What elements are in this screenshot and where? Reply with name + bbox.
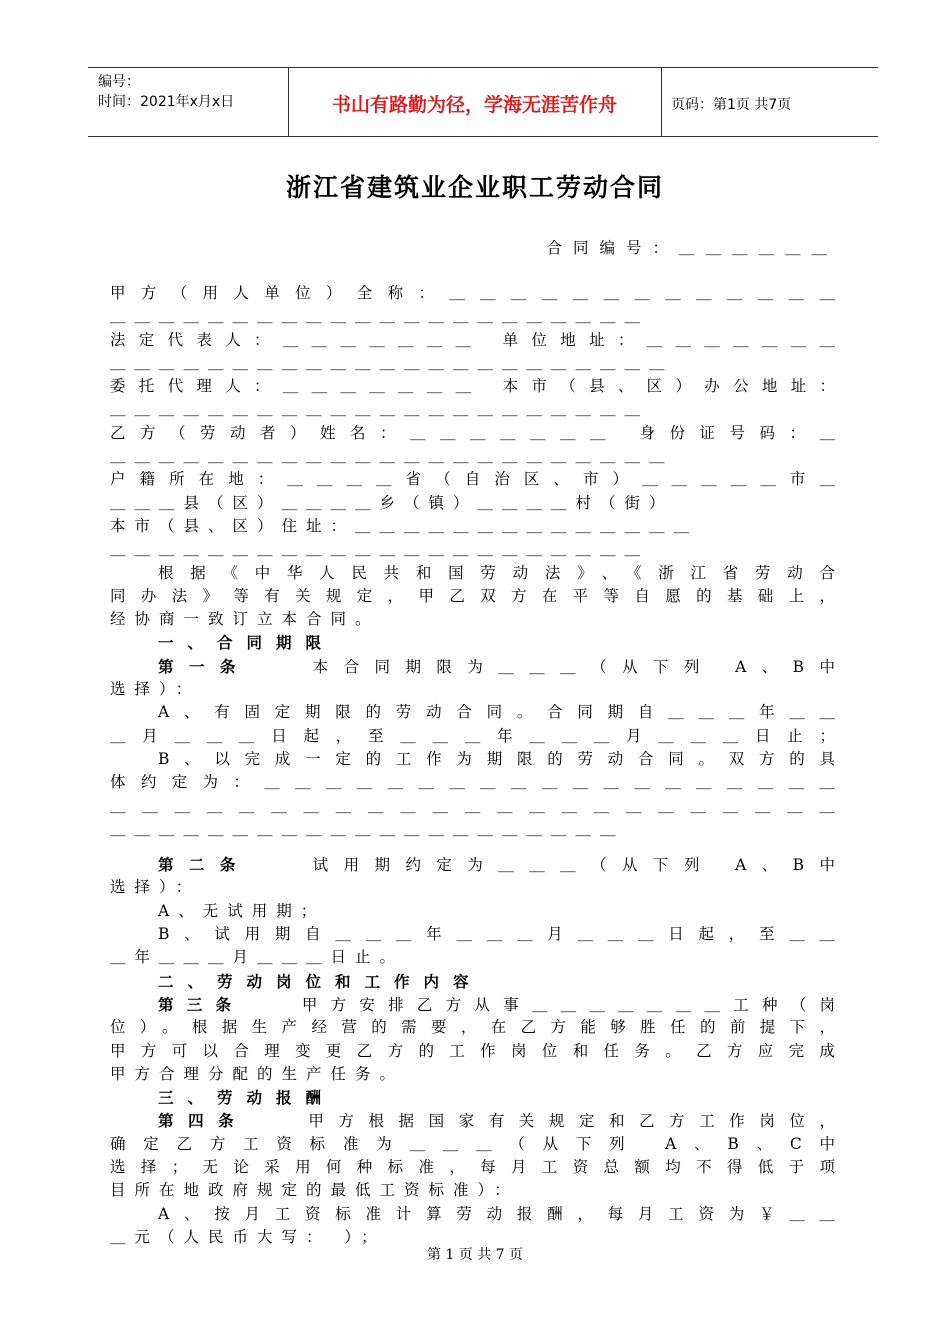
preamble-line: 同办法》等有关规定，甲乙双方在平等自愿的基础上，: [110, 586, 844, 605]
article-1-line: B、以完成一定的工作为期限的劳动合同。双方的具: [158, 749, 844, 768]
party-line: ＿＿＿＿＿＿＿＿＿＿＿＿＿＿＿＿＿＿＿＿＿＿＿: [110, 353, 674, 372]
party-line: 乙方（劳动者）姓名：＿＿＿＿＿＿＿ 身份证号码：＿: [110, 423, 844, 442]
article-3-line: 甲方合理分配的生产任务。: [110, 1064, 405, 1083]
preamble: [110, 562, 844, 632]
article-1-line: A、有固定期限的劳动合同。合同期自＿＿＿年＿＿: [158, 703, 844, 722]
article-4-line: ＿元（人民币大写： ）；: [110, 1227, 386, 1246]
page-footer: 第 1 页 共 7 页: [426, 1247, 524, 1263]
article-4-label: 第四条: [158, 1111, 249, 1131]
party-line: 甲方（用人单位）全称：＿＿＿＿＿＿＿＿＿＿＿＿＿: [110, 284, 844, 302]
header-page-label: 页码：第1页 共7页: [671, 97, 792, 113]
party-line: ＿＿＿＿＿＿＿＿＿＿＿＿＿＿＿＿＿＿＿＿＿＿: [110, 540, 650, 559]
section-heading-1: 一、合同期限: [158, 633, 336, 653]
article-1-line: 体约定为：＿＿＿＿＿＿＿＿＿＿＿＿＿＿＿＿＿＿＿: [110, 773, 844, 792]
party-line: ＿＿＿＿＿＿＿＿＿＿＿＿＿＿＿＿＿＿＿＿＿＿: [110, 400, 650, 419]
article-1-line: 选择）：: [110, 680, 201, 699]
article-2-line: A、无试用期；: [158, 901, 326, 920]
page-header: [88, 67, 878, 137]
article-1-line: ＿月＿＿＿日起，至＿＿＿年＿＿＿月＿＿＿日止；: [110, 726, 844, 745]
article-4-text: 甲方根据国家有关规定和乙方工作岗位，: [308, 1112, 844, 1131]
article-1-line: ＿＿＿＿＿＿＿＿＿＿＿＿＿＿＿＿＿＿＿＿＿: [110, 819, 625, 838]
article-2-line: ＿年＿＿＿月＿＿＿日止。: [110, 948, 405, 967]
article-3-line: [110, 993, 844, 1016]
article-3-line: 甲方可以合理变更乙方的工作岗位和任务。乙方应完成: [110, 1041, 844, 1060]
party-line: 户籍所在地：＿＿＿＿省（自治区、市）＿＿＿＿＿市＿: [110, 470, 844, 489]
article-4-line: A、按月工资标准计算劳动报酬，每月工资为￥＿＿: [158, 1204, 844, 1223]
time-label: 时间：2021年x月x日: [98, 94, 235, 110]
section-heading-3: 三、劳动报酬: [158, 1088, 336, 1108]
document-title: 浙江省建筑业企业职工劳动合同: [285, 173, 664, 202]
article-2-line: 选择）：: [110, 878, 201, 897]
header-meta: [98, 72, 234, 112]
article-1-label: 第一条: [158, 656, 251, 676]
party-line: 委托代理人：＿＿＿＿＿＿＿ 本市（县、区）办公地址：: [110, 377, 844, 396]
header-divider: [661, 68, 662, 136]
article-4-line: [110, 1109, 844, 1132]
article-4-line: 目所在地政府规定的最低工资标准）：: [110, 1181, 519, 1200]
article-4-line: 选择；无论采用何种标准，每月工资总额均不得低于项: [110, 1157, 844, 1176]
article-1-line: ＿＿＿＿＿＿＿＿＿＿＿＿＿＿＿＿＿＿＿＿＿＿＿: [110, 796, 844, 815]
section-heading-2: 二、劳动岗位和工作内容: [158, 971, 483, 991]
contract-number: 合同编号：＿＿＿＿＿＿: [546, 239, 838, 257]
article-4-line: 确定乙方工资标准为＿＿＿（从下列 A、B、C中: [110, 1134, 844, 1153]
party-line: ＿＿＿＿＿＿＿＿＿＿＿＿＿＿＿＿＿＿＿＿＿＿: [110, 307, 650, 326]
article-3-line: 位）。根据生产经营的需要，在乙方能够胜任的前提下，: [110, 1018, 844, 1037]
party-line: 本市（县、区）住址：＿＿＿＿＿＿＿＿＿＿＿＿＿＿: [110, 516, 699, 535]
code-label: 编号：: [98, 74, 140, 90]
preamble-line: 根据《中华人民共和国劳动法》、《浙江省劳动合: [158, 563, 844, 582]
document-body: [110, 282, 844, 1249]
article-2-text: 试用期约定为＿＿＿（从下列 A、B中: [312, 856, 844, 875]
party-line: 法定代表人：＿＿＿＿＿＿＿ 单位地址：＿＿＿＿＿＿＿: [110, 330, 844, 349]
article-2-label: 第二条: [158, 855, 251, 875]
party-line: ＿＿＿县（区）＿＿＿＿乡（镇）＿＿＿＿村（街）: [110, 493, 674, 512]
article-2-line: B、试用期自＿＿＿年＿＿＿月＿＿＿日起，至＿＿: [158, 925, 844, 944]
article-1-line: [110, 655, 844, 678]
header-motto: 书山有路勤为径，学海无涯苦作舟: [331, 94, 617, 116]
preamble-line: 经协商一致订立本合同。: [110, 610, 380, 629]
article-1-text: 本合同期限为＿＿＿（从下列 A、B中: [312, 657, 844, 676]
party-info: [110, 282, 844, 562]
article-3-label: 第三条: [158, 994, 245, 1014]
party-line: ＿＿＿＿＿＿＿＿＿＿＿＿＿＿＿＿＿＿＿＿＿＿＿: [110, 447, 674, 466]
article-3-text: 甲方安排乙方从事＿＿＿＿＿＿＿工种（岗: [301, 995, 844, 1014]
article-2-line: [110, 853, 844, 876]
